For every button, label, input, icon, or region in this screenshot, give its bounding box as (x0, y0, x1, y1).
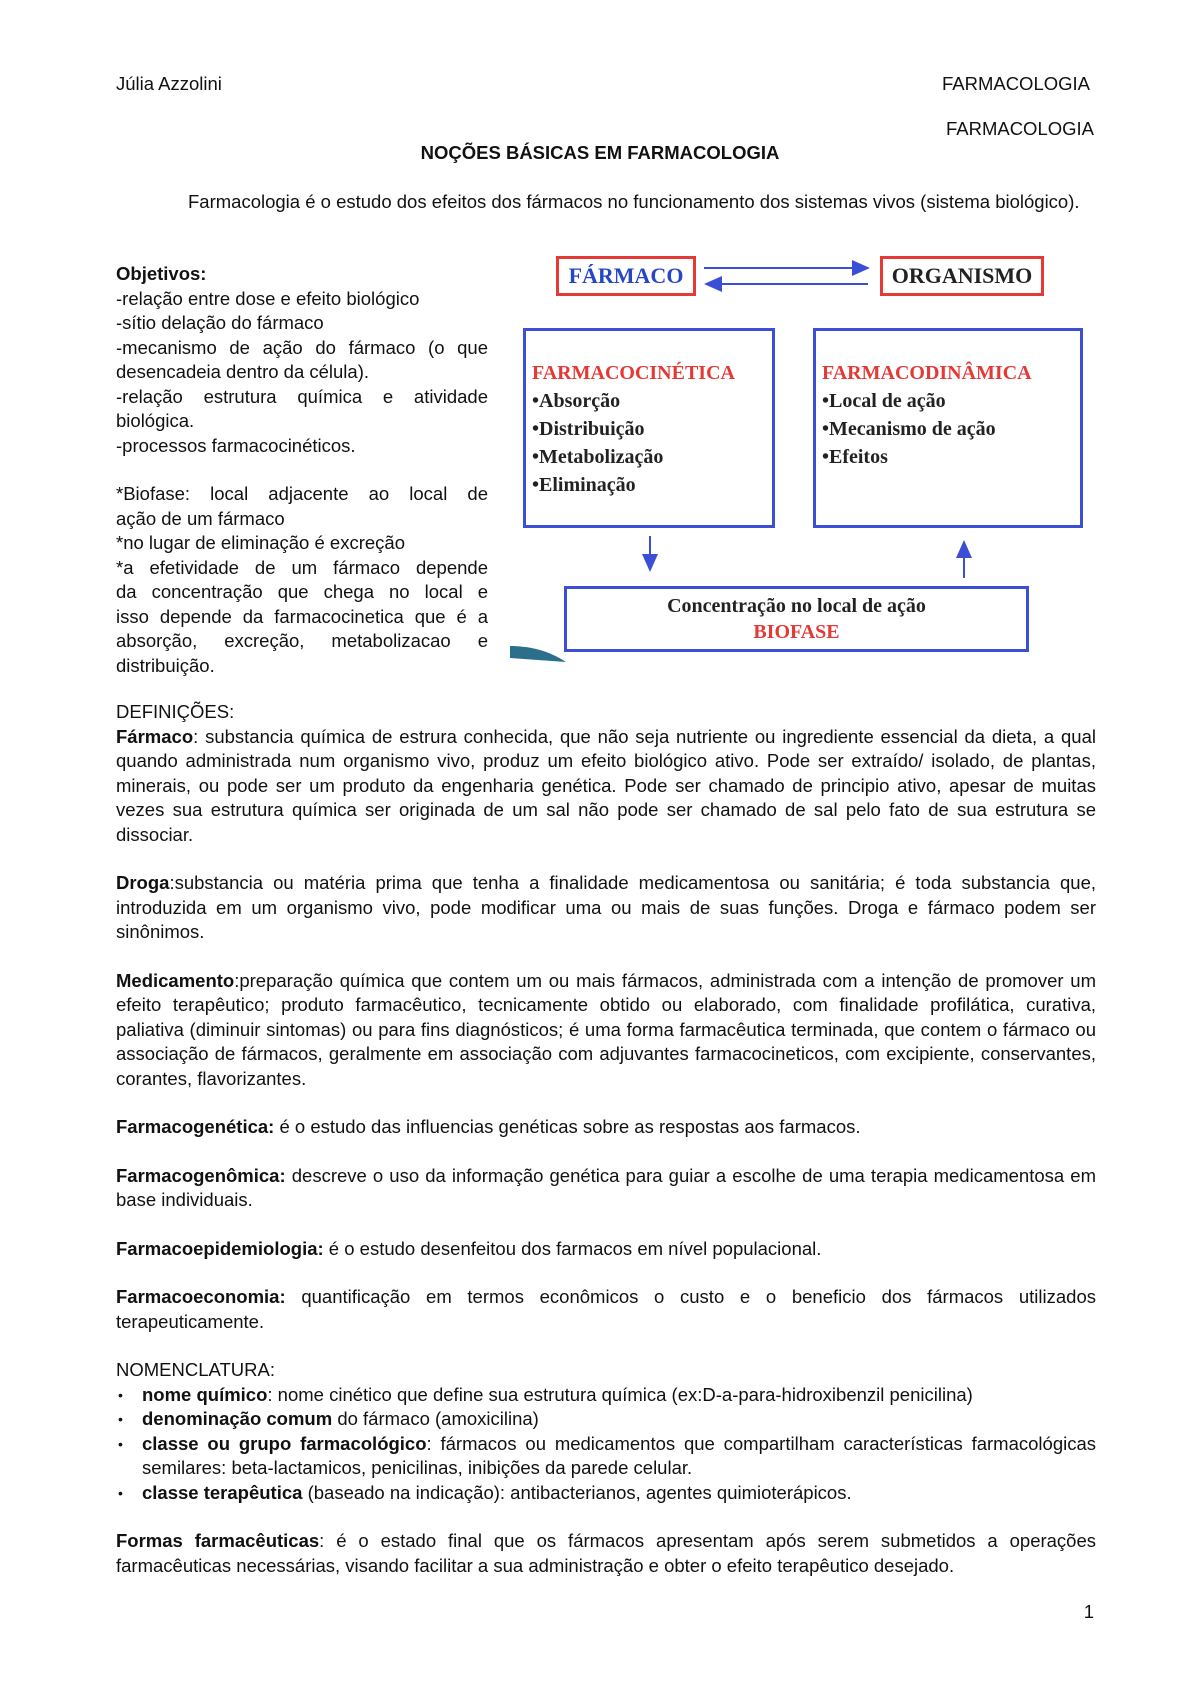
intro-paragraph (116, 190, 1096, 215)
definition-text: é o estudo das influencias genéticas sobre as respostas aos farmacos. (274, 1116, 861, 1137)
page-number: 1 (1083, 1601, 1094, 1622)
farmacodinamica-item: •Efeitos (822, 446, 888, 468)
note-line: absorção, excreção, metabolizacao e (116, 630, 488, 651)
note-line: *a efetividade de um fármaco depende (116, 556, 488, 578)
note-line: *no lugar de eliminação é excreção (116, 532, 405, 553)
farmacocinetica-item: •Absorção (532, 390, 621, 412)
definition-farmacogenetica (116, 1115, 1096, 1140)
definition-text: : substancia química de estrura conhecida, que não seja nutriente ou ingrediente essencial da dieta, a qual quando administrada num organismo vivo, produz um efeito biológico ativo. Pode ser extraído/ isolado, de plantas, minerais, ou pode ser um produto da engenharia genética. Pode ser chamado de principio ativo, apesar de muitas vezes sua estrutura química ser originada de um sal não pode ser chamado de sal pelo fato de sua estrutura se dissociar. (116, 725, 1096, 845)
definitions-heading: DEFINIÇÕES: (116, 701, 235, 722)
intro-text: Farmacologia é o estudo dos efeitos dos fármacos no funcionamento dos sistemas vivos (sistema biológico). (188, 191, 1080, 212)
definition-text: quantificação em termos econômicos o custo e o beneficio dos fármacos utilizados terapeuticamente. (116, 1286, 1096, 1332)
definition-text: descreve o uso da informação genética para guiar a escolhe de uma terapia medicamentosa em base individuais. (116, 1164, 1096, 1210)
definition-term: Medicamento (116, 969, 235, 991)
nomenclatura-term: classe terapêutica (142, 1481, 303, 1503)
farmaco-box: FÁRMACO (556, 256, 696, 296)
note-line: *Biofase: local adjacente ao local de (116, 483, 488, 504)
list-item (116, 1481, 1096, 1506)
nomenclatura-text: : nome cinético que define sua estrutura química (ex:D-a-para-hidroxibenzil penicilina) (267, 1383, 973, 1405)
farmacodinamica-item: •Mecanismo de ação (822, 418, 996, 440)
definition-text: : é o estado final que os fármacos apresentam após serem submetidos a operações farmacêuticas necessárias, visando facilitar a sua administração e obter o efeito terapêutico desejado. (116, 1530, 1097, 1576)
pharmacology-diagram (508, 248, 1088, 668)
definition-droga (116, 871, 1096, 945)
note-line: isso depende da farmacocinetica que é a (116, 605, 488, 627)
nomenclatura-text: do fármaco (amoxicilina) (332, 1408, 539, 1429)
definition-farmaco (116, 725, 1096, 848)
list-item (116, 1407, 1096, 1432)
nomenclatura-term: nome químico (142, 1383, 268, 1405)
definition-farmacogenomica (116, 1164, 1096, 1213)
header-subject: FARMACOLOGIA (941, 73, 1090, 94)
definition-term: Farmacoepidemiologia: (116, 1237, 324, 1259)
objectives-heading: Objetivos: (116, 263, 207, 284)
farmacodinamica-box (813, 328, 1083, 528)
farmacocinetica-item: •Eliminação (532, 474, 636, 496)
farmacocinetica-item: •Distribuição (532, 418, 645, 440)
nomenclatura-list (116, 1383, 1096, 1506)
farmacocinetica-title: FARMACOCINÉTICA (532, 362, 735, 384)
objective-item: desencadeia dentro da célula). (116, 361, 370, 382)
objective-item: -relação entre dose e efeito biológico (116, 287, 420, 309)
decorative-swoosh (510, 646, 566, 662)
biofase-label: BIOFASE (753, 621, 840, 643)
list-item (116, 1432, 1096, 1481)
main-content (116, 700, 1096, 1602)
definition-term: Formas farmacêuticas (116, 1530, 320, 1551)
page-title: NOÇÕES BÁSICAS EM FARMACOLOGIA (420, 142, 780, 163)
definition-medicamento (116, 969, 1096, 1092)
nomenclatura-heading: NOMENCLATURA: (116, 1359, 275, 1380)
farmacocinetica-item: •Metabolização (532, 446, 664, 468)
note-line: ação de um fármaco (116, 507, 285, 529)
objectives-block (116, 262, 488, 678)
objective-item: biológica. (116, 410, 195, 431)
definition-term: Fármaco (116, 725, 194, 747)
definition-text: :substancia ou matéria prima que tenha a finalidade medicamentosa ou sanitária; é toda substancia que, introduzida em um organismo vivo, pode modificar uma ou mais de suas funções. Droga e fármaco podem ser sinônimos. (116, 872, 1096, 942)
objective-item: -relação estrutura química e atividade (116, 385, 488, 407)
nomenclatura-text: (baseado na indicação): antibacterianos, agentes quimioterápicos. (302, 1481, 852, 1503)
objective-item: -sítio delação do fármaco (116, 312, 324, 333)
note-line: distribuição. (116, 654, 215, 676)
concentracao-box (564, 586, 1029, 652)
definition-term: Droga (116, 872, 170, 893)
definition-farmacoepidemiologia (116, 1237, 1096, 1262)
objective-item: -mecanismo de ação do fármaco (o que (116, 336, 488, 358)
concentracao-label: Concentração no local de ação (667, 595, 926, 617)
farmacocinetica-box (523, 328, 775, 528)
definition-text: é o estudo desenfeitou dos farmacos em nível populacional. (323, 1237, 822, 1259)
farmacodinamica-title: FARMACODINÂMICA (822, 362, 1032, 384)
definition-term: Farmacogenômica: (116, 1164, 286, 1186)
objective-item: -processos farmacocinéticos. (116, 434, 356, 456)
organismo-box: ORGANISMO (880, 256, 1044, 296)
formas-farmaceuticas (116, 1529, 1096, 1578)
header-author: Júlia Azzolini (116, 73, 222, 94)
list-item (116, 1383, 1096, 1408)
header-subject-repeat: FARMACOLOGIA (945, 118, 1094, 139)
nomenclatura-term: denominação comum (142, 1408, 333, 1429)
farmacodinamica-item: •Local de ação (822, 390, 946, 412)
note-line: da concentração que chega no local e (116, 581, 488, 602)
definition-term: Farmacogenética: (116, 1116, 275, 1137)
nomenclatura-term: classe ou grupo farmacológico (142, 1432, 427, 1454)
definition-term: Farmacoeconomia: (116, 1286, 286, 1307)
definition-text: :preparação química que contem um ou mais fármacos, administrada com a intenção de promover um efeito terapêutico; produto farmacêutico, tecnicamente obtido ou elaborado, com finalidade profilática, curativa, paliativa (diminuir sintomas) ou para fins diagnósticos; é uma forma farmacêutica terminada, que contem o fármaco ou associação de fármacos, geralmente em associação com adjuvantes farmacocineticos, com excipiente, conservantes, corantes, flavorizantes. (116, 969, 1096, 1089)
definition-farmacoeconomia (116, 1285, 1096, 1334)
nomenclatura-text: : fármacos ou medicamentos que compartilham características farmacológicas semilares: beta-lactamicos, penicilinas, inibições da parede celular. (142, 1432, 1097, 1478)
